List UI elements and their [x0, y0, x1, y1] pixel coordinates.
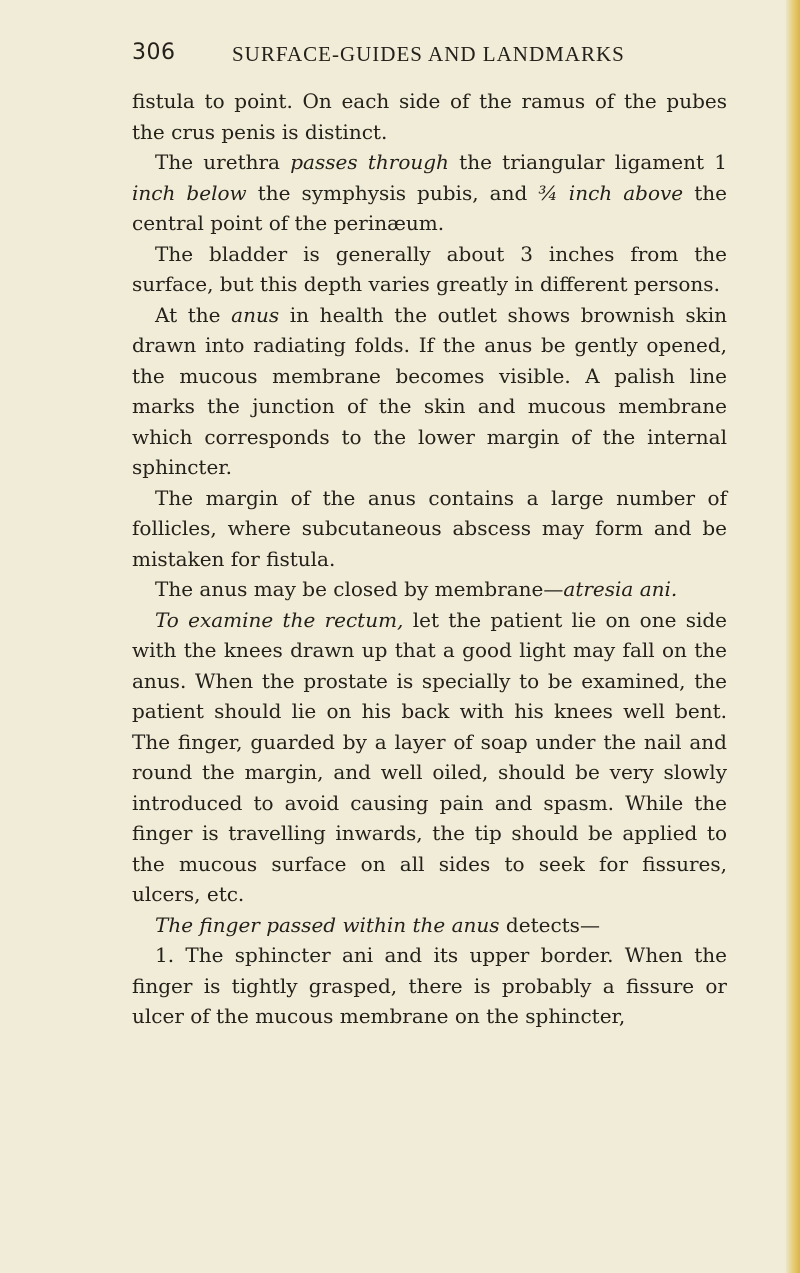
- text-run: the central point of the perinæum.: [132, 180, 727, 235]
- paragraph: [132, 86, 727, 147]
- text-run: let the patient lie on one side with the knees drawn up that a good light may fall on the anus. When the prostate is specially to be examined, the patient should lie on his back with his knees well bent. The finger, guarded by a layer of soap under the nail and round the margin, and well oiled, should be very slowly introduced to avoid causing pain and spasm. While the finger is travelling inwards, the tip should be applied to the mucous surface on all sides to seek for fissures, ulcers, etc.: [132, 607, 728, 906]
- text-run: The margin of the anus contains a large number of follicles, where subcutaneous abscess may form and be mistaken for fistula.: [132, 485, 727, 571]
- italic-run: inch below: [132, 180, 247, 205]
- paragraph: [132, 940, 727, 1032]
- paragraph: [132, 574, 727, 605]
- text-run: At the: [155, 302, 232, 327]
- italic-run: To examine the rectum,: [155, 607, 404, 632]
- running-head-title: SURFACE-GUIDES AND LANDMARKS: [232, 42, 625, 66]
- text-run: in health the outlet shows brownish skin drawn into radiating folds. If the anus be gently opened, the mucous membrane becomes visible. A palish line marks the junction of the skin and mucous membrane which corresponds to the lower margin of the internal sphincter.: [132, 302, 727, 479]
- paragraph: [132, 483, 727, 575]
- paragraph: [132, 605, 727, 910]
- running-header: [132, 40, 632, 76]
- text-run: The bladder is generally about 3 inches from the surface, but this depth varies greatly in different persons.: [132, 241, 727, 296]
- paragraph: [132, 910, 727, 941]
- paragraph: [132, 147, 727, 239]
- text-run: the symphysis pubis, and: [246, 180, 539, 205]
- italic-run: anus: [231, 302, 280, 327]
- text-run: 1. The sphincter ani and its upper border. When the finger is tightly grasped, there is probably a fissure or ulcer of the mucous membrane on the sphincter,: [132, 943, 727, 1028]
- paragraph: [132, 239, 727, 300]
- text-run: The urethra: [155, 150, 291, 174]
- italic-run: atresia ani.: [563, 577, 678, 601]
- italic-run: ¾ inch above: [538, 180, 684, 205]
- page-edge: [786, 0, 800, 1273]
- page-number: 306: [132, 40, 176, 65]
- paragraph: [132, 300, 727, 483]
- text-run: detects—: [499, 912, 600, 937]
- text-run: the triangular ligament 1: [448, 150, 727, 174]
- text-run: The anus may be closed by membrane—: [155, 577, 564, 601]
- italic-run: passes through: [290, 150, 449, 174]
- body-text: [132, 86, 727, 1032]
- text-run: fistula to point. On each side of the ramus of the pubes the crus penis is distinct.: [132, 89, 727, 144]
- italic-run: The finger passed within the anus: [155, 912, 500, 937]
